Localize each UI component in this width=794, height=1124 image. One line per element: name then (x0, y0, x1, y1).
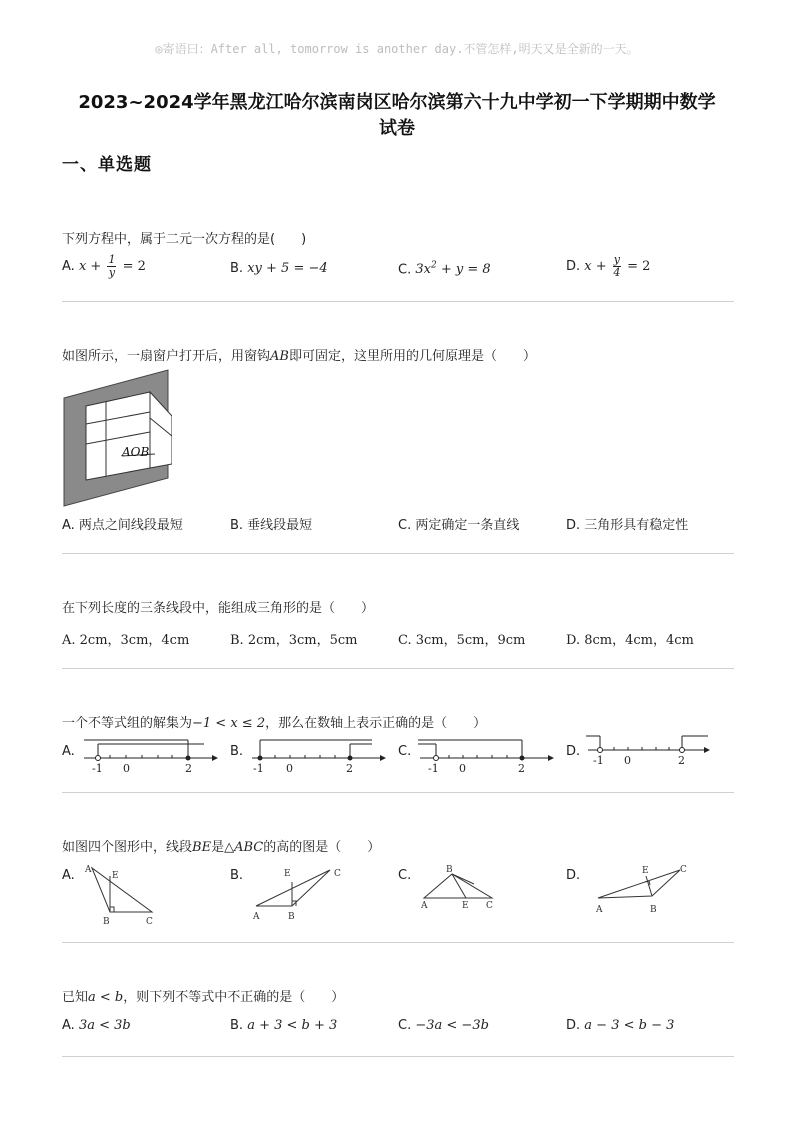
svg-text:-1: -1 (428, 762, 439, 775)
svg-text:2: 2 (678, 754, 685, 767)
q2-option-b[interactable]: B. 垂线段最短 (230, 518, 313, 533)
svg-text:B: B (446, 865, 453, 875)
svg-text:C: C (146, 917, 153, 927)
q5-option-a-figure[interactable] (80, 860, 170, 930)
q5-option-b-figure[interactable] (248, 860, 358, 930)
q4-option-a-numberline[interactable] (80, 736, 220, 776)
option-math: = 2 (122, 259, 146, 274)
svg-text:C: C (486, 901, 493, 911)
svg-text:0: 0 (123, 762, 130, 775)
fraction: $\frac{y}{4}$ (613, 253, 621, 279)
divider (62, 668, 734, 669)
svg-text:E: E (112, 871, 119, 881)
q3-option-a[interactable]: A. 2cm，3cm，4cm (62, 633, 190, 648)
q2-option-c[interactable]: C. 两定确定一条直线 (398, 518, 520, 533)
svg-text:C: C (680, 865, 687, 875)
q1-stem: 下列方程中，属于二元一次方程的是( ) (62, 232, 307, 247)
divider (62, 1056, 734, 1057)
svg-text:2: 2 (518, 762, 525, 775)
q4-stem: 一个不等式组的解集为−1 < x ≤ 2，那么在数轴上表示正确的是（ ） (62, 716, 487, 731)
window-figure (60, 368, 172, 508)
option-label: B. (230, 261, 244, 276)
q5-option-c-figure[interactable] (416, 860, 506, 920)
figure-label: AOB (122, 445, 150, 459)
q1-option-c[interactable] (398, 261, 491, 277)
svg-text:0: 0 (286, 762, 293, 775)
svg-text:A: A (85, 865, 92, 875)
section-title: 一、单选题 (62, 155, 152, 175)
svg-text:2: 2 (346, 762, 353, 775)
svg-text:B: B (650, 905, 657, 915)
option-label: D. (566, 259, 581, 274)
q3-option-d[interactable]: D. 8cm，4cm，4cm (566, 633, 694, 648)
svg-text:-1: -1 (92, 762, 103, 775)
q5-option-c-label[interactable]: C. (398, 868, 412, 883)
q4-option-b-label[interactable]: B. (230, 744, 244, 759)
option-math: x + (78, 259, 102, 274)
svg-text:C: C (334, 869, 341, 879)
option-math: xy + 5 = −4 (247, 261, 328, 276)
divider (62, 553, 734, 554)
q6-option-c[interactable]: C. −3a < −3b (398, 1018, 489, 1033)
divider (62, 301, 734, 302)
svg-text:2: 2 (185, 762, 192, 775)
q1-option-a[interactable] (62, 254, 146, 279)
option-math: $3x^2 + y = 8$ (415, 261, 491, 278)
svg-text:E: E (462, 901, 469, 911)
q5-option-a-label[interactable]: A. (62, 868, 75, 883)
svg-text:E: E (284, 869, 291, 879)
page-title (40, 90, 754, 142)
watermark: ◎寄语曰：After all, tomorrow is another day.不管怎样,明天又是全新的一天。 (155, 42, 639, 56)
option-math: x + (584, 259, 607, 274)
q5-option-b-label[interactable]: B. (230, 868, 244, 883)
q3-option-c[interactable]: C. 3cm，5cm，9cm (398, 633, 526, 648)
svg-text:A: A (421, 901, 428, 911)
q3-option-b[interactable]: B. 2cm，3cm，5cm (230, 633, 358, 648)
q1-option-b[interactable] (230, 261, 328, 276)
option-label: C. (398, 262, 412, 278)
option-math: = 2 (627, 259, 651, 274)
svg-text:B: B (103, 917, 110, 927)
q6-option-b[interactable]: B. a + 3 < b + 3 (230, 1018, 338, 1033)
fraction: $\frac{1}{y}$ (108, 253, 116, 279)
q4-option-a-label[interactable]: A. (62, 744, 75, 759)
svg-text:E: E (642, 866, 649, 876)
q4-option-d-numberline[interactable] (584, 730, 724, 770)
q1-option-d[interactable] (566, 254, 650, 279)
q6-stem: 已知a < b，则下列不等式中不正确的是（ ） (62, 990, 345, 1005)
svg-text:A: A (253, 912, 260, 922)
svg-text:0: 0 (459, 762, 466, 775)
q5-option-d-label[interactable]: D. (566, 868, 581, 883)
q4-option-c-numberline[interactable] (416, 736, 556, 776)
q4-option-c-label[interactable]: C. (398, 744, 412, 759)
title-line-1: 2023~2024学年黑龙江哈尔滨南岗区哈尔滨第六十九中学初一下学期期中数学 (78, 92, 716, 113)
svg-text:-1: -1 (253, 762, 264, 775)
q3-stem: 在下列长度的三条线段中，能组成三角形的是（ ） (62, 601, 375, 616)
q6-option-d[interactable]: D. a − 3 < b − 3 (566, 1018, 675, 1033)
q4-option-d-label[interactable]: D. (566, 744, 581, 759)
divider (62, 942, 734, 943)
svg-text:B: B (288, 912, 295, 922)
q2-stem: 如图所示，一扇窗户打开后，用窗钩AB即可固定，这里所用的几何原理是（ ） (62, 349, 536, 364)
q6-option-a[interactable]: A. 3a < 3b (62, 1018, 131, 1033)
svg-text:0: 0 (624, 754, 631, 767)
title-line-2: 试卷 (379, 118, 415, 139)
q2-option-a[interactable]: A. 两点之间线段最短 (62, 518, 183, 533)
svg-text:A: A (596, 905, 603, 915)
divider (62, 792, 734, 793)
option-label: A. (62, 259, 75, 274)
svg-text:-1: -1 (593, 754, 604, 767)
q5-option-d-figure[interactable] (584, 860, 704, 920)
q4-option-b-numberline[interactable] (248, 736, 388, 776)
q2-option-d[interactable]: D. 三角形具有稳定性 (566, 518, 689, 533)
q5-stem: 如图四个图形中，线段BE是△ABC的高的图是（ ） (62, 840, 381, 855)
